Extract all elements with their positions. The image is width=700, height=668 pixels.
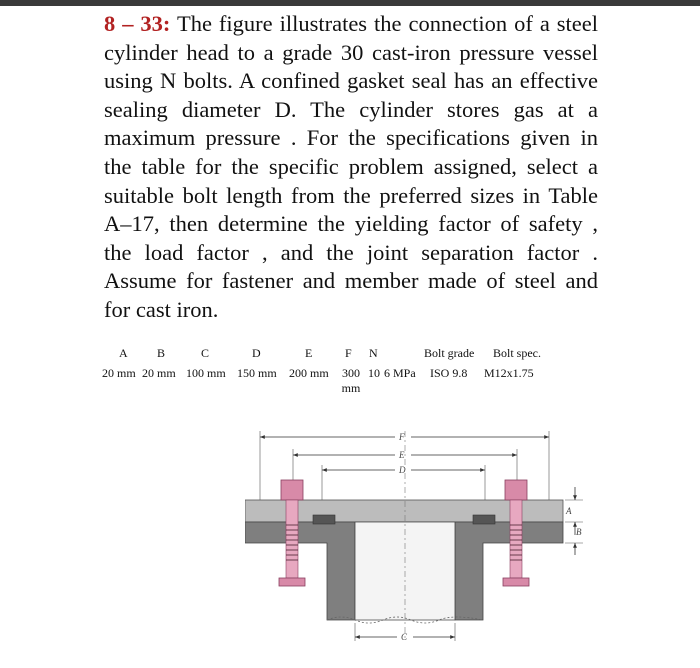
header-bolt-grade: Bolt grade bbox=[424, 346, 475, 360]
header-n: N bbox=[369, 346, 378, 360]
label-b: B bbox=[576, 527, 582, 537]
header-d: D bbox=[252, 346, 261, 360]
problem-number: 8 – 33: bbox=[104, 11, 171, 36]
label-f: F bbox=[399, 432, 405, 442]
top-bar bbox=[0, 0, 700, 6]
bolted-joint-figure bbox=[245, 425, 585, 650]
header-b: B bbox=[157, 346, 166, 360]
value-b: 20 mm bbox=[142, 366, 176, 380]
label-c: C bbox=[401, 632, 408, 642]
gasket-right bbox=[473, 515, 495, 524]
header-a: A bbox=[119, 346, 128, 360]
dimension-b bbox=[565, 527, 583, 555]
value-e: 200 mm bbox=[289, 366, 329, 380]
problem-text: The figure illustrates the connection of a steel cylinder head to a grade 30 cast-iron pressure vessel using N bolts. A confined gasket seal has an effective sealing diameter D. The cylinder stores gas at a maximum pressure . For the specifications given in the table for the specific problem assigned, select a suitable bolt length from the preferred sizes in Table A–17, then determine the yielding factor of safety , the load factor , and the joint separation factor . Assume for fastener and member made of steel and for cast iron. bbox=[104, 11, 599, 322]
header-f: F bbox=[345, 346, 352, 360]
header-c: C bbox=[201, 346, 210, 360]
header-e: E bbox=[305, 346, 313, 360]
value-n: 10 bbox=[368, 366, 380, 380]
value-bolt-spec: M12x1.75 bbox=[484, 366, 534, 380]
label-e: E bbox=[399, 450, 405, 460]
problem-statement bbox=[104, 10, 598, 325]
value-bolt-grade: ISO 9.8 bbox=[430, 366, 468, 380]
value-a: 20 mm bbox=[102, 366, 136, 380]
value-c: 100 mm bbox=[186, 366, 226, 380]
value-f: 300 mm bbox=[341, 366, 361, 395]
value-pressure: 6 MPa bbox=[384, 366, 416, 380]
gasket-left bbox=[313, 515, 335, 524]
value-d: 150 mm bbox=[237, 366, 277, 380]
header-bolt-spec: Bolt spec. bbox=[493, 346, 541, 360]
label-a: A bbox=[566, 506, 572, 516]
label-d: D bbox=[399, 465, 406, 475]
dimension-c bbox=[355, 623, 455, 642]
